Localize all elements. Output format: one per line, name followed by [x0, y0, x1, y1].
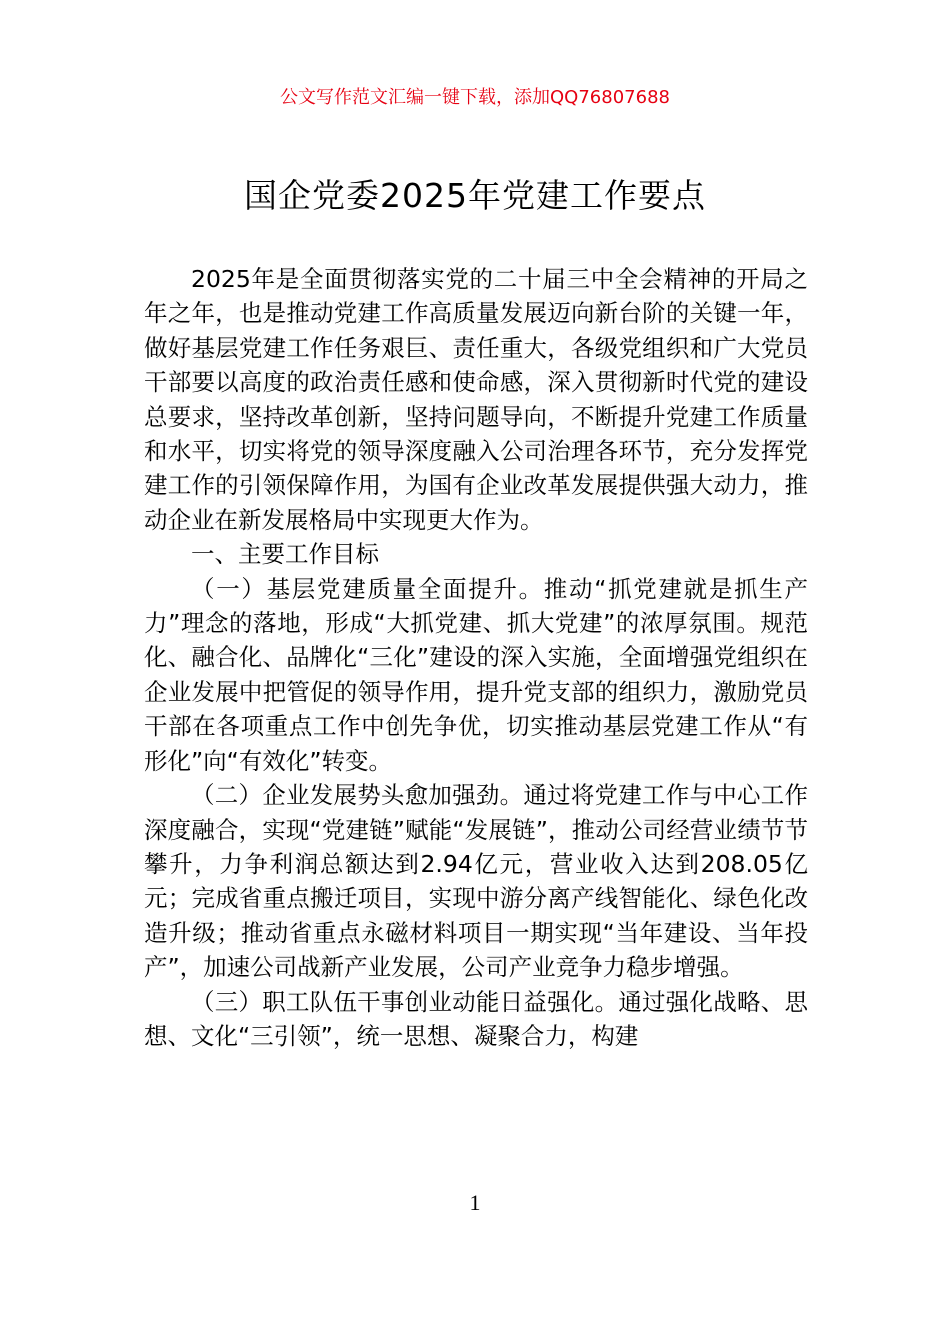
goal-paragraph-2: （二）企业发展势头愈加强劲。通过将党建工作与中心工作深度融合，实现“党建链”赋能“发展链”，推动公司经营业绩节节攀升，力争利润总额达到2.94亿元，营业收入达到208.05亿元；完成省重点搬迁项目，实现中游分离产线智能化、绿色化改造升级；推动省重点永磁材料项目一期实现“当年建设、当年投产”，加速公司战新产业发展，公司产业竞争力稳步增强。	[144, 781, 808, 982]
download-notice: 公文写作范文汇编一键下载，添加QQ76807688	[280, 87, 670, 108]
goal-paragraph-1: （一）基层党建质量全面提升。推动“抓党建就是抓生产力”理念的落地，形成“大抓党建、抓大党建”的浓厚氛围。规范化、融合化、品牌化“三化”建设的深入实施，全面增强党组织在企业发展中把管促的领导作用，提升党支部的组织力，激励党员干部在各项重点工作中创先争优，切实推动基层党建工作从“有形化”向“有效化”转变。	[144, 574, 808, 775]
goal-paragraph-3: （三）职工队伍干事创业动能日益强化。通过强化战略、思想、文化“三引领”，统一思想、凝聚合力，构建	[144, 987, 808, 1050]
document-body	[144, 262, 808, 1053]
intro-paragraph: 2025年是全面贯彻落实党的二十届三中全会精神的开局之年之年，也是推动党建工作高质量发展迈向新台阶的关键一年，做好基层党建工作任务艰巨、责任重大，各级党组织和广大党员干部要以高度的政治责任感和使命感，深入贯彻新时代党的建设总要求，坚持改革创新，坚持问题导向，不断提升党建工作质量和水平，切实将党的领导深度融入公司治理各环节，充分发挥党建工作的引领保障作用，为国有企业改革发展提供强大动力，推动企业在新发展格局中实现更大作为。	[144, 265, 808, 534]
page-number: 1	[469, 1190, 481, 1215]
section-heading-goals: 一、主要工作目标	[191, 540, 379, 569]
document-title: 国企党委2025年党建工作要点	[244, 176, 706, 215]
